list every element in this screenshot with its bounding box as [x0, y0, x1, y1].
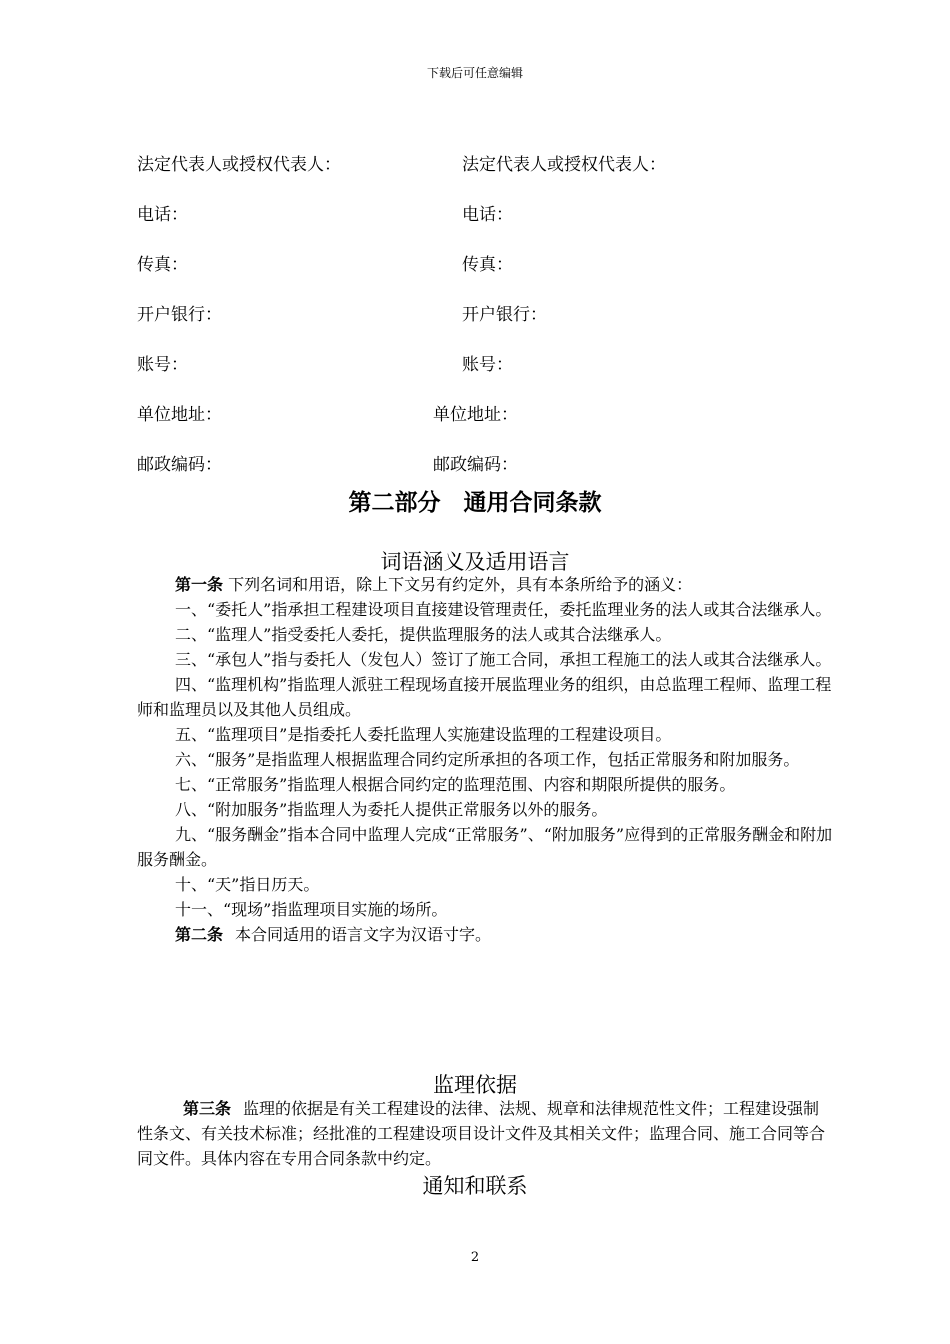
basis-body	[137, 1096, 833, 1171]
section-title-basis: 监理依据	[433, 1073, 517, 1097]
article-1-text: 下列名词和用语，除上下文另有约定外，具有本条所给予的涵义：	[223, 575, 693, 594]
right-phone-label: 电话：	[462, 205, 513, 225]
right-fax-label: 传真：	[462, 255, 513, 275]
definition-item: 八、“附加服务”指监理人为委托人提供正常服务以外的服务。	[175, 800, 608, 819]
article-3-text: 监理的依据是有关工程建设的法律、法规、规章和法律规范性文件；工程建设强制性条文、有关技术标准；经批准的工程建设项目设计文件及其相关文件；监理合同、施工合同等合同文件。具体内容在专用合同条款中约定。	[137, 1099, 826, 1168]
left-address-label: 单位地址：	[137, 405, 222, 425]
right-address-label: 单位地址：	[433, 405, 518, 425]
page-header: 下载后可任意编辑	[426, 66, 523, 80]
left-bank-label: 开户银行：	[137, 305, 222, 325]
right-postcode-label: 邮政编码：	[433, 455, 518, 475]
definition-item: 十、“天”指日历天。	[175, 875, 320, 894]
article-2-text: 本合同适用的语言文字为汉语寸字。	[235, 925, 492, 944]
left-account-label: 账号：	[137, 355, 188, 375]
definition-item: 七、“正常服务”指监理人根据合同约定的监理范围、内容和期限所提供的服务。	[175, 775, 736, 794]
definition-item: 三、“承包人”指与委托人（发包人）签订了施工合同，承担工程施工的法人或其合法继承人。	[175, 650, 832, 669]
article-3-label: 第三条	[183, 1099, 232, 1118]
definition-item: 四、“监理机构”指监理人派驻工程现场直接开展监理业务的组织，由总监理工程师、监理工程师和监理员以及其他人员组成。	[137, 675, 832, 719]
left-fax-label: 传真：	[137, 255, 188, 275]
definition-item: 二、“监理人”指受委托人委托，提供监理服务的法人或其合法继承人。	[175, 625, 672, 644]
section-title-definitions: 词语涵义及适用语言	[380, 550, 570, 574]
definition-item: 六、“服务”是指监理人根据监理合同约定所承担的各项工作，包括正常服务和附加服务。	[175, 750, 800, 769]
article-2	[137, 922, 833, 947]
left-phone-label: 电话：	[137, 205, 188, 225]
definitions-body	[137, 572, 833, 947]
definition-item: 一、“委托人”指承担工程建设项目直接建设管理责任，委托监理业务的法人或其合法继承人。	[175, 600, 832, 619]
definition-item: 九、“服务酬金”指本合同中监理人完成“正常服务”、“附加服务”应得到的正常服务酬金和附加服务酬金。	[137, 825, 833, 869]
right-account-label: 账号：	[462, 355, 513, 375]
left-postcode-label: 邮政编码：	[137, 455, 222, 475]
article-1-label: 第一条	[175, 575, 224, 594]
page-number: 2	[470, 1250, 480, 1265]
left-legal-rep-label: 法定代表人或授权代表人：	[137, 155, 341, 175]
right-legal-rep-label: 法定代表人或授权代表人：	[462, 155, 666, 175]
right-bank-label: 开户银行：	[462, 305, 547, 325]
article-1	[137, 572, 833, 597]
definition-item: 十一、“现场”指监理项目实施的场所。	[175, 900, 448, 919]
section-title-notice: 通知和联系	[422, 1174, 528, 1198]
definition-item: 五、“监理项目”是指委托人委托监理人实施建设监理的工程建设项目。	[175, 725, 672, 744]
article-3	[137, 1096, 833, 1171]
part-title: 第二部分 通用合同条款	[348, 490, 602, 516]
article-2-label: 第二条	[175, 925, 224, 944]
